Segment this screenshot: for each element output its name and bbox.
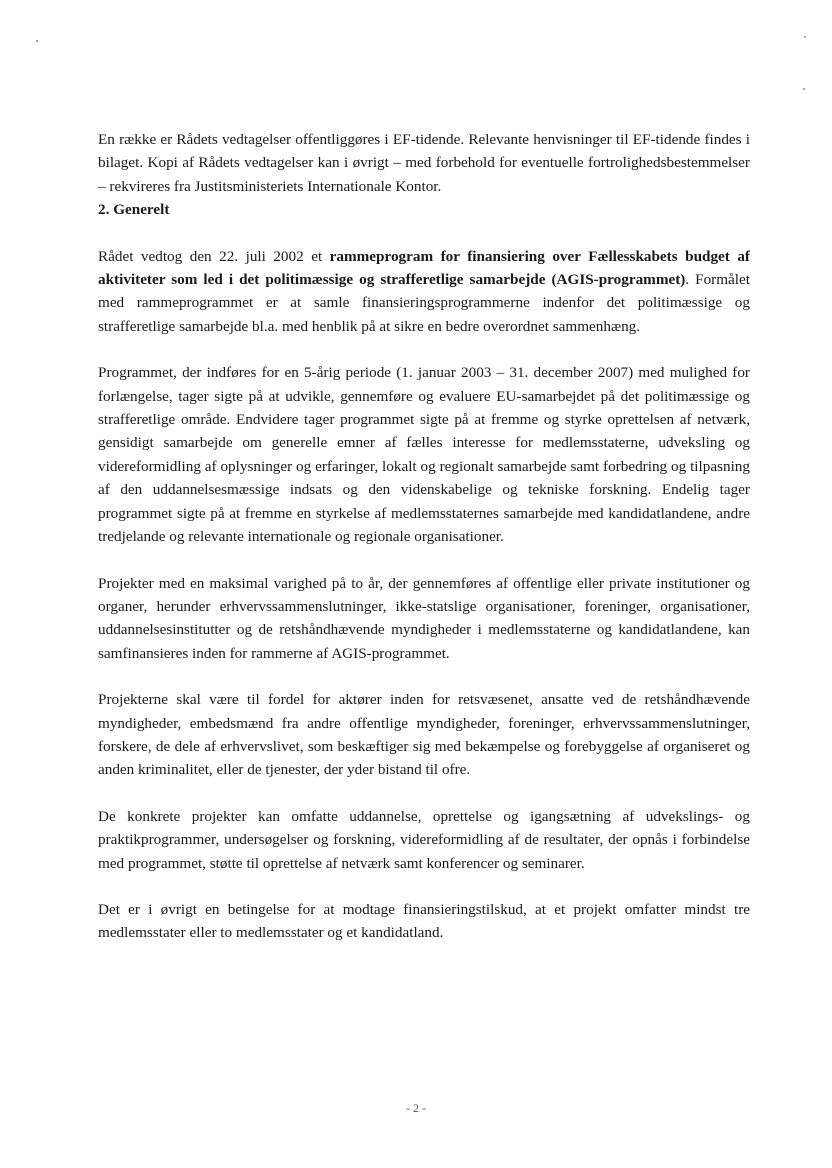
- paragraph-agis-adoption-rest: . Formålet med rammeprogrammet er at samle finansieringsprogrammerne indenfor det politimæssige og strafferetlige samarbejde bl.a. med henblik på at sikre en bedre overordnet sammenhæng.: [98, 271, 750, 335]
- paragraph-agis-adoption: [98, 245, 750, 339]
- agis-program-title: rammeprogram for finansiering over Fællesskabets budget af aktiviteter som led i det politimæssige og strafferetlige samarbejde (AGIS-programmet): [98, 247, 750, 289]
- scan-speck: [36, 40, 38, 42]
- scan-speck: [804, 36, 806, 38]
- page-number: - 2 -: [406, 1101, 426, 1115]
- paragraph-agis-adoption-lead: Rådet vedtog den 22. juli 2002 et: [98, 247, 330, 265]
- paragraph-funding-condition: Det er i øvrigt en betingelse for at modtage finansieringstilskud, at et projekt omfatter mindst tre medlemsstater eller to medlemsstater og et kandidatland.: [98, 900, 750, 942]
- paragraph-beneficiaries: Projekterne skal være til fordel for aktører inden for retsvæsenet, ansatte ved de retshåndhævende myndigheder, embedsmænd fra andre offentlige myndigheder, foreninger, erhvervssammenslutninger, forskere, de dele af erhvervslivet, som beskæftiger sig med bekæmpelse og forebyggelse af organiseret og anden kriminalitet, eller de tjenester, der yder bistand til ofre.: [98, 691, 750, 779]
- paragraph-intro: En række er Rådets vedtagelser offentliggøres i EF-tidende. Relevante henvisninger til EF-tidende findes i bilaget. Kopi af Rådets vedtagelser kan i øvrigt – med forbehold for eventuelle fortrolighedsbestemmelser – rekvireres fra Justitsministeriets Internationale Kontor.: [98, 131, 750, 195]
- section-heading: 2. Generelt: [98, 201, 170, 219]
- paragraph-program-period: Programmet, der indføres for en 5-årig periode (1. januar 2003 – 31. december 2007) med mulighed for forlængelse, tager sigte på at udvikle, gennemføre og evaluere EU-samarbejdet på det politimæssige og strafferetlige område. Endvidere tager programmet sigte på at fremme og styrke oprettelsen af netværk, gensidigt samarbejde om generelle emner af fælles interesse for medlemsstaterne, udveksling og videreformidling af oplysninger og erfaringer, lokalt og regionalt samarbejde samt forbedring og tilpasning af den uddannelsesmæssige indsats og den videnskabelige og tekniske forskning. Endelig tager programmet sigte på at fremme en styrkelse af medlemsstaternes samarbejde med kandidatlandene, andre tredjelande og relevante internationale og regionale organisationer.: [98, 364, 750, 546]
- paragraph-project-types: De konkrete projekter kan omfatte uddannelse, oprettelse og igangsætning af udvekslings- og praktikprogrammer, undersøgelser og forskning, videreformidling af de resultater, der opnås i forbindelse med programmet, støtte til oprettelse af netværk samt konferencer og seminarer.: [98, 807, 750, 872]
- document-body: [98, 128, 750, 945]
- paragraph-projects: Projekter med en maksimal varighed på to år, der gennemføres af offentlige eller private institutioner og organer, herunder erhvervssammenslutninger, ikke-statslige organisationer, foreninger, organisationer, uddannelsesinstitutter og de retshåndhævende myndigheder i medlemsstaterne og kandidatlandene, kan samfinansieres inden for rammerne af AGIS-programmet.: [98, 574, 750, 662]
- scan-speck: [803, 88, 805, 90]
